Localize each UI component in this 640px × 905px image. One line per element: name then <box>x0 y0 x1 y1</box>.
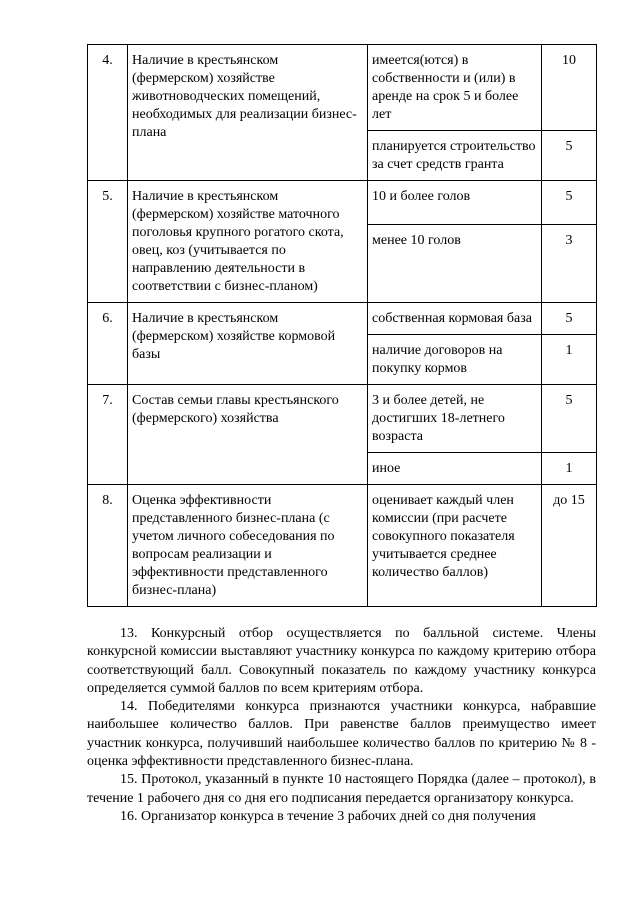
table-row <box>88 181 597 225</box>
criterion-number: 6. <box>88 303 128 385</box>
option-points: 3 <box>542 225 597 303</box>
criterion-text: Наличие в крестьянском (фермерском) хозяйстве маточного поголовья крупного рогатого скота, овец, коз (учитывается по направлению деятельности в соответствии с бизнес-планом) <box>128 181 368 303</box>
option-points: 5 <box>542 303 597 335</box>
option-text: имеется(ются) в собственности и (или) в аренде на срок 5 и более лет <box>368 45 542 131</box>
option-text: 3 и более детей, не достигших 18-летнего возраста <box>368 385 542 453</box>
option-points: 5 <box>542 181 597 225</box>
criterion-text: Состав семьи главы крестьянского (фермерского) хозяйства <box>128 385 368 485</box>
paragraph-13: 13. Конкурсный отбор осуществляется по балльной системе. Члены конкурсной комиссии выставляют участнику конкурса по каждому критерию отбора соответствующий балл. Совокупный показатель по каждому участнику конкурса определяется суммой баллов по всем критериям отбора. <box>87 626 596 696</box>
criteria-table <box>87 44 597 607</box>
criterion-text: Наличие в крестьянском (фермерском) хозяйстве кормовой базы <box>128 303 368 385</box>
option-text: планируется строительство за счет средств гранта <box>368 131 542 181</box>
option-text: наличие договоров на покупку кормов <box>368 335 542 385</box>
paragraph-15: 15. Протокол, указанный в пункте 10 настоящего Порядка (далее – протокол), в течение 1 рабочего дня со дня его подписания передается организатору конкурса. <box>87 772 596 806</box>
criterion-text: Наличие в крестьянском (фермерском) хозяйстве животноводческих помещений, необходимых для реализации бизнес-плана <box>128 45 368 181</box>
table-row <box>88 45 597 131</box>
option-points: 5 <box>542 131 597 181</box>
table-row <box>88 303 597 335</box>
criterion-number: 8. <box>88 485 128 607</box>
paragraph-14: 14. Победителями конкурса признаются участники конкурса, набравшие наибольшее количество баллов. При равенстве баллов преимущество имеет участник конкурса, получивший наибольшее количество баллов по критерию № 8 - оценка эффективности представленного бизнес-плана. <box>87 699 596 770</box>
table-row <box>88 385 597 453</box>
criterion-number: 5. <box>88 181 128 303</box>
option-points: 10 <box>542 45 597 131</box>
option-text: 10 и более голов <box>368 181 542 225</box>
criterion-text: Оценка эффективности представленного бизнес-плана (с учетом личного собеседования по вопросам реализации и эффективности представленного бизнес-плана) <box>128 485 368 607</box>
option-points: 1 <box>542 453 597 485</box>
option-points: 1 <box>542 335 597 385</box>
option-points: 5 <box>542 385 597 453</box>
option-text: оценивает каждый член комиссии (при расчете совокупного показателя учитывается среднее количество баллов) <box>368 485 542 607</box>
option-text: иное <box>368 453 542 485</box>
option-text: менее 10 голов <box>368 225 542 303</box>
option-text: собственная кормовая база <box>368 303 542 335</box>
body-text <box>87 625 596 826</box>
criterion-number: 7. <box>88 385 128 485</box>
option-points: до 15 <box>542 485 597 607</box>
table-row <box>88 485 597 607</box>
paragraph-16: 16. Организатор конкурса в течение 3 рабочих дней со дня получения <box>120 808 536 824</box>
criterion-number: 4. <box>88 45 128 181</box>
